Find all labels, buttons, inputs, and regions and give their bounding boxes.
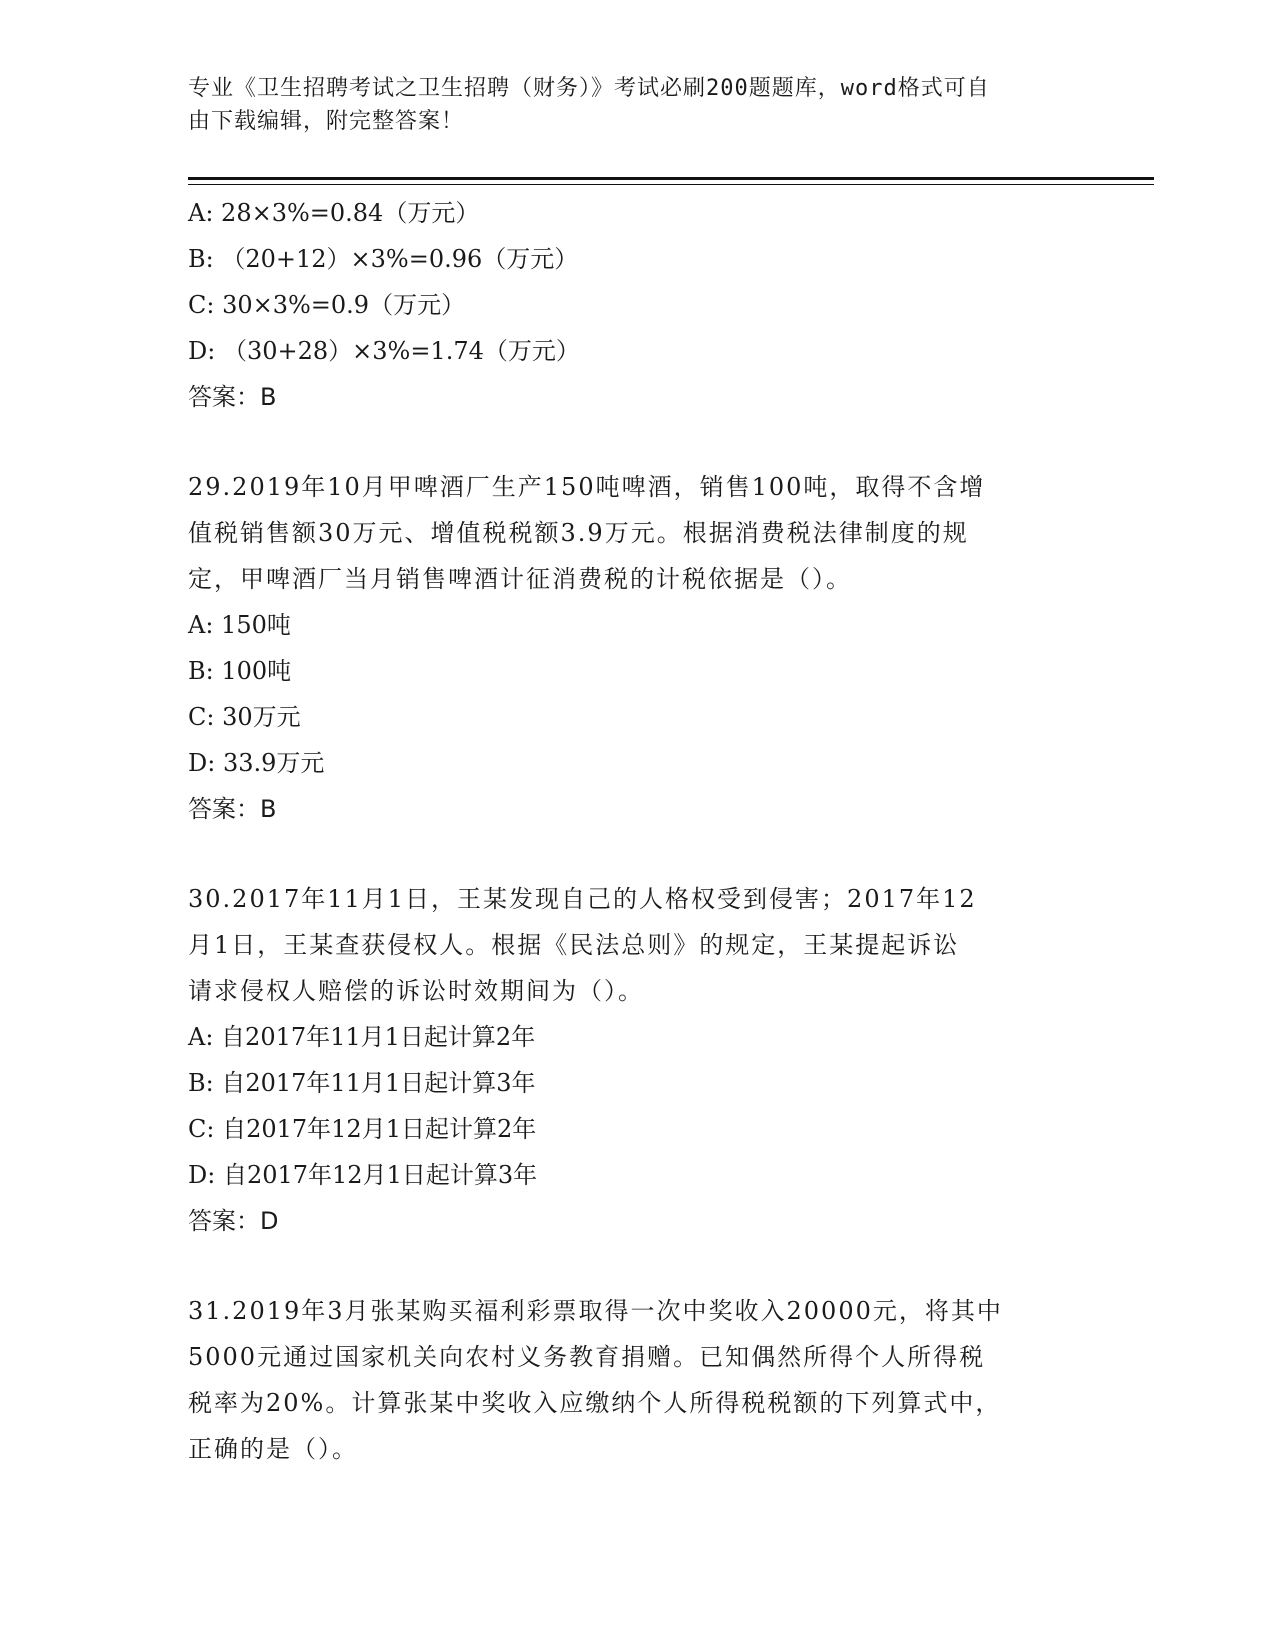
question-29-stem-line: 值税销售额30万元、增值税税额3.9万元。根据消费税法律制度的规 <box>188 519 969 547</box>
question-31-stem <box>188 1288 1088 1472</box>
question-30-stem-line: 30.2017年11月1日，王某发现自己的人格权受到侵害；2017年12 <box>188 885 977 913</box>
spacer <box>188 1244 1088 1288</box>
question-30-answer: 答案：D <box>188 1207 279 1235</box>
option-c: C: 30×3%=0.9（万元） <box>188 291 466 319</box>
option-a: A: 自2017年11月1日起计算2年 <box>188 1023 536 1051</box>
question-31-stem-line: 5000元通过国家机关向农村义务教育捐赠。已知偶然所得个人所得税 <box>188 1343 986 1371</box>
option-b: B: 自2017年11月1日起计算3年 <box>188 1069 536 1097</box>
question-30-stem-line: 月1日，王某查获侵权人。根据《民法总则》的规定，王某提起诉讼 <box>188 931 960 959</box>
option-a: A: 150吨 <box>188 611 291 639</box>
question-28-answer: 答案：B <box>188 383 277 411</box>
option-d: D: （30+28）×3%=1.74（万元） <box>188 337 580 365</box>
question-30-stem <box>188 876 1088 1014</box>
option-b: B: （20+12）×3%=0.96（万元） <box>188 245 579 273</box>
question-29-stem-line: 定，甲啤酒厂当月销售啤酒计征消费税的计税依据是（）。 <box>188 565 852 593</box>
option-c: C: 自2017年12月1日起计算2年 <box>188 1115 537 1143</box>
header-line-2: 由下载编辑，附完整答案！ <box>188 109 465 134</box>
question-29-answer: 答案：B <box>188 795 277 823</box>
option-b: B: 100吨 <box>188 657 292 685</box>
question-list <box>188 190 1088 1472</box>
question-31-stem-line: 31.2019年3月张某购买福利彩票取得一次中奖收入20000元，将其中 <box>188 1297 1003 1325</box>
header-rule-thick <box>188 177 1154 180</box>
spacer <box>188 832 1088 876</box>
question-30-options <box>188 1014 1088 1198</box>
document-header <box>188 72 1088 138</box>
spacer <box>188 420 1088 464</box>
question-28-options <box>188 190 1088 374</box>
question-31-stem-line: 税率为20%。计算张某中奖收入应缴纳个人所得税税额的下列算式中， <box>188 1389 1002 1417</box>
option-a: A: 28×3%=0.84（万元） <box>188 199 480 227</box>
question-29-stem <box>188 464 1088 602</box>
option-d: D: 33.9万元 <box>188 749 325 777</box>
header-line-1: 专业《卫生招聘考试之卫生招聘（财务）》考试必刷200题题库，word格式可自 <box>188 76 990 101</box>
option-c: C: 30万元 <box>188 703 301 731</box>
question-29-stem-line: 29.2019年10月甲啤酒厂生产150吨啤酒，销售100吨，取得不含增 <box>188 473 986 501</box>
option-d: D: 自2017年12月1日起计算3年 <box>188 1161 538 1189</box>
question-31-stem-line: 正确的是（）。 <box>188 1435 358 1463</box>
question-30-stem-line: 请求侵权人赔偿的诉讼时效期间为（）。 <box>188 977 644 1005</box>
header-rule-thin <box>188 184 1154 185</box>
question-29-options <box>188 602 1088 786</box>
